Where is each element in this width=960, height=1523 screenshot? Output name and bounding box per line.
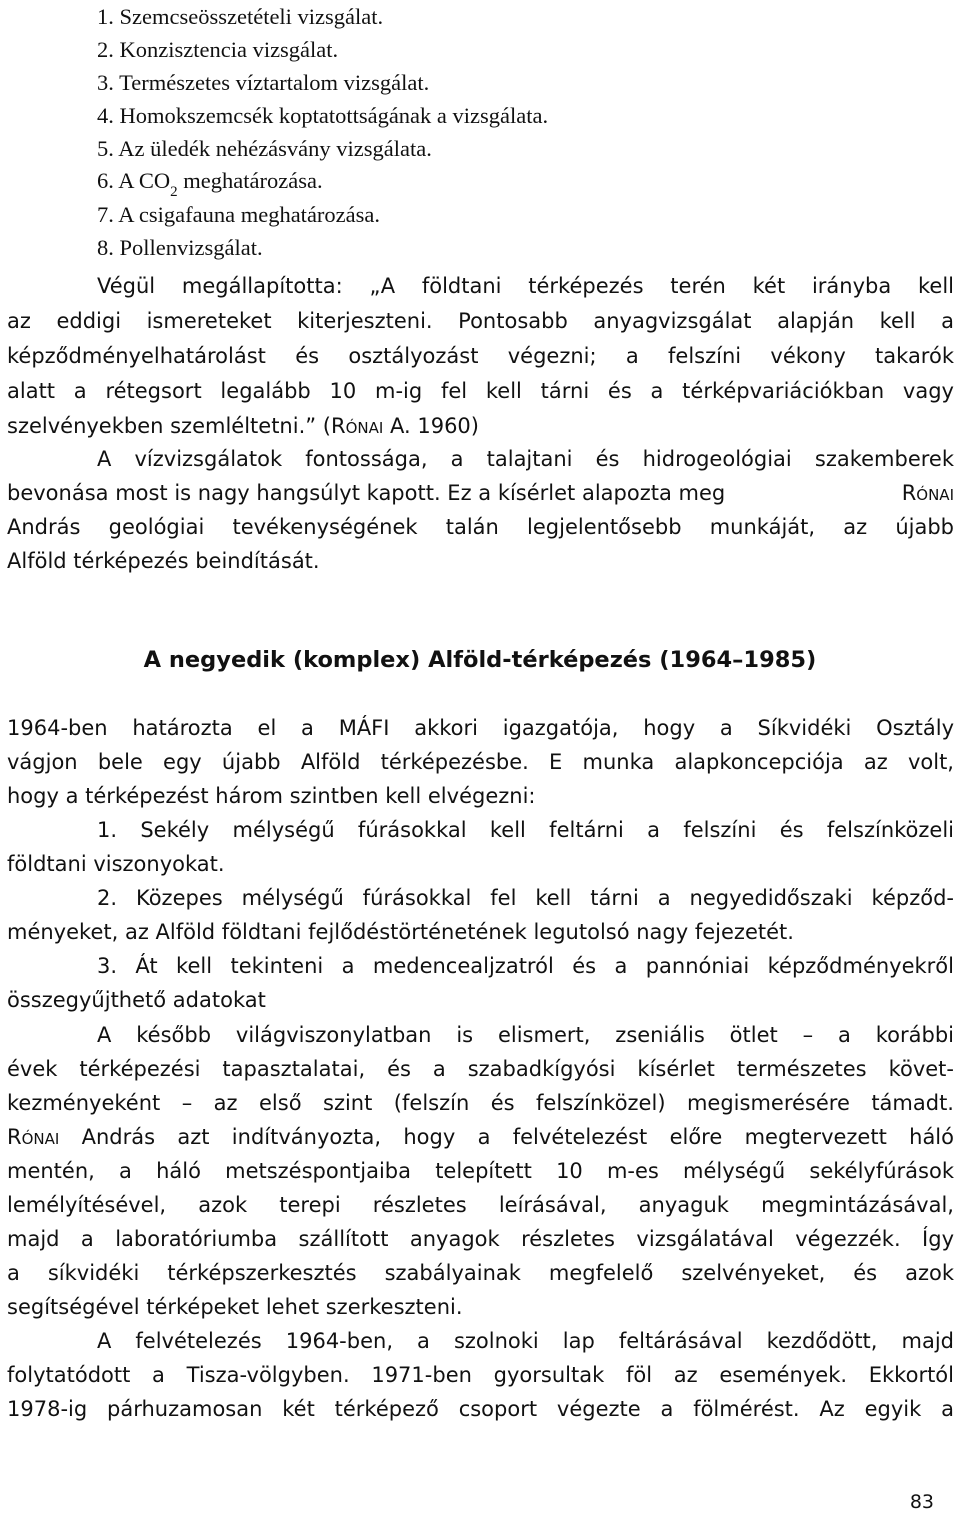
text-line: A később világviszonylatban is elismert, zseniális ötlet – a korábbi [97, 1023, 954, 1047]
author-name: Rónai [7, 1125, 60, 1149]
text-line: az eddigi ismereteket kiterjeszteni. Pontosabb anyagvizsgálat alapján kell a [7, 309, 954, 333]
text-line: segítségével térképeket lehet szerkeszteni. [7, 1295, 463, 1319]
text-line: A vízvizsgálatok fontossága, a talajtani és hidrogeológiai szakemberek [97, 447, 954, 471]
text-line [7, 478, 954, 508]
list-item: ményeket, az Alföld földtani fejlődéstörténetének legutolsó nagy fejezetét. [7, 920, 794, 944]
text-line: 1964-ben határozta el a MÁFI akkori igazgatója, hogy a Síkvidéki Osztály [7, 716, 954, 740]
text-line: vágjon bele egy újabb Alföld térképezésbe. E munka alapkoncepciója az volt, [7, 750, 954, 774]
text-line: Végül megállapította: „A földtani térképezés terén két irányba kell [97, 274, 954, 298]
section-heading: A negyedik (komplex) Alföld-térképezés (1964–1985) [143, 647, 817, 673]
text-line: folytatódott a Tisza-völgyben. 1971-ben gyorsultak föl az események. Ekkortól [7, 1363, 954, 1387]
list-item: 1. Szemcseösszetételi vizsgálat. [97, 4, 384, 29]
list-item: 2. Közepes mélységű fúrásokkal fel kell tárni a negyedidőszaki képződ- [97, 886, 954, 910]
subscript: 2 [170, 184, 178, 200]
list-item [97, 166, 323, 199]
list-item: 5. Az üledék nehézásvány vizsgálata. [97, 136, 432, 161]
text-line [7, 411, 479, 441]
text-line: évek térképezési tapasztalatai, és a szabadkígyósi kísérlet természetes követ- [7, 1057, 954, 1081]
text-line: majd a laboratóriumba szállított anyagok részletes vizsgálatával végezzék. Így [7, 1227, 954, 1251]
text-span: András azt indítványozta, hogy a felvételezést előre megtervezett háló [59, 1125, 954, 1149]
list-item: 2. Konzisztencia vizsgálat. [97, 37, 339, 62]
text-line: Alföld térképezés beindítását. [7, 549, 320, 573]
text-line: képződményelhatárolást és osztályozást végezni; a felszíni vékony takarók [7, 344, 954, 368]
list-item-text: 6. A CO [97, 168, 171, 193]
list-item: összegyűjthető adatokat [7, 988, 266, 1012]
text-line: alatt a rétegsort legalább 10 m-ig fel kell tárni és a térképvariációkban vagy [7, 379, 954, 403]
list-item: 3. Át kell tekinteni a medencealjzatról és a pannóniai képződményekről [97, 954, 954, 978]
list-item: 3. Természetes víztartalom vizsgálat. [97, 70, 430, 95]
author-name: Rónai [331, 414, 384, 438]
list-item-text: meghatározása. [177, 168, 323, 193]
text-span: A. 1960) [383, 414, 479, 438]
list-item: földtani viszonyokat. [7, 852, 225, 876]
text-line: kezményeként – az első szint (felszín és felszínközel) megismerésére támadt. [7, 1091, 954, 1115]
text-line: András geológiai tevékenységének talán legjelentősebb munkáját, az újabb [7, 515, 954, 539]
list-item: 4. Homokszemcsék koptatottságának a vizsgálata. [97, 103, 549, 128]
text-line: a síkvidéki térképszerkesztés szabályainak megfelelő szelvényeket, és azok [7, 1261, 954, 1285]
author-name: Rónai [901, 481, 954, 505]
list-item: 8. Pollenvizsgálat. [97, 235, 263, 260]
text-line: A felvételezés 1964-ben, a szolnoki lap feltárásával kezdődött, majd [97, 1329, 954, 1353]
text-line [7, 1122, 954, 1152]
text-line: hogy a térképezést három szintben kell elvégezni: [7, 784, 536, 808]
text-line: mentén, a háló metszéspontjaiba telepített 10 m-es mélységű sekélyfúrások [7, 1159, 954, 1183]
text-line: 1978-ig párhuzamosan két térképező csoport végezte a fölmérést. Az egyik a [7, 1397, 954, 1421]
text-span: szelvényekben szemléltetni.” ( [7, 414, 332, 438]
list-item: 7. A csigafauna meghatározása. [97, 202, 381, 227]
text-span: bevonása most is nagy hangsúlyt kapott. Ez a kísérlet alapozta meg [7, 481, 726, 505]
page-number: 83 [909, 1491, 934, 1513]
text-line: lemélyítésével, azok terepi részletes leírásával, anyaguk megmintázásával, [7, 1193, 954, 1217]
list-item: 1. Sekély mélységű fúrásokkal kell feltárni a felszíni és felszínközeli [97, 818, 954, 842]
